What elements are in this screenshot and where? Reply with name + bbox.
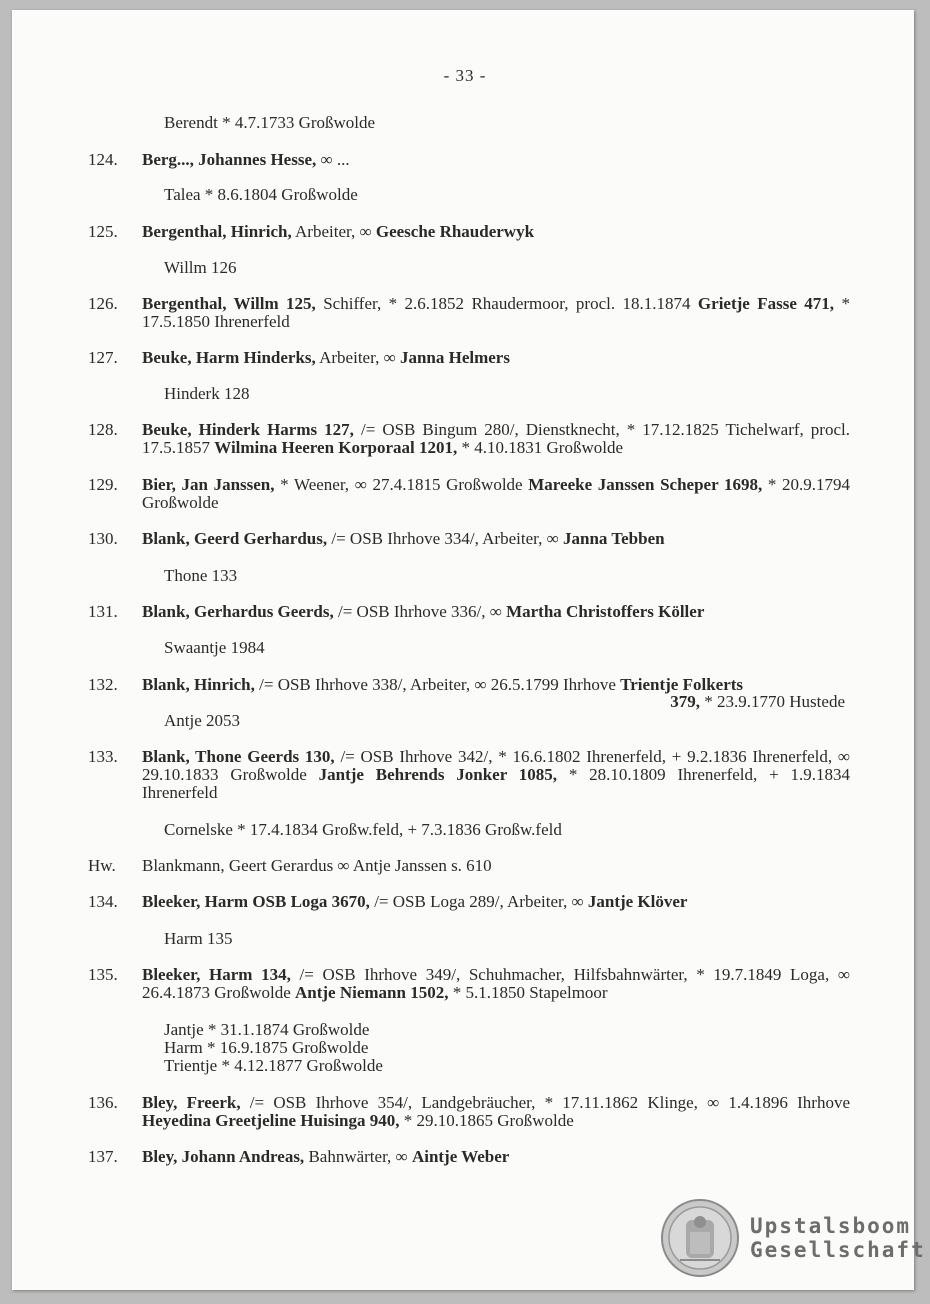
- person-name: Blank, Thone Geerds 130,: [142, 747, 335, 766]
- person-name: Beuke, Harm Hinderks,: [142, 348, 316, 367]
- entry-number: 125.: [88, 222, 118, 241]
- child-line: Harm * 16.9.1875 Großwolde: [164, 1038, 369, 1057]
- person-name: Bergenthal, Willm 125,: [142, 294, 316, 313]
- child-line: Hinderk 128: [164, 384, 250, 403]
- logo-line-2: Gesellschaft: [750, 1238, 926, 1262]
- entry-details: ∞ ...: [316, 150, 350, 169]
- entry-number: 133.: [88, 747, 118, 766]
- page-number: - 33 -: [443, 66, 487, 85]
- spouse-details: * 29.10.1865 Großwolde: [399, 1111, 574, 1130]
- entry-details: Arbeiter, ∞: [291, 222, 376, 241]
- entry-details: /= OSB Loga 289/, Arbeiter, ∞: [369, 892, 588, 911]
- continued-child: Berendt * 4.7.1733 Großwolde: [164, 113, 376, 132]
- entry-details: Blankmann, Geert Gerardus ∞ Antje Janssen s. 610: [142, 856, 492, 875]
- spouse-name: Janna Helmers: [399, 348, 510, 367]
- entry-number: 126.: [88, 294, 118, 313]
- spouse-number: 379,: [670, 692, 701, 711]
- child-line: Thone 133: [164, 566, 238, 585]
- entry-details: Schiffer, * 2.6.1852 Rhaudermoor, procl. 18.1.1874: [315, 294, 698, 313]
- entry-number: 127.: [88, 348, 118, 367]
- spouse-name: Trientje Folkerts: [620, 675, 744, 694]
- entry-details: /= OSB Ihrhove 354/, Landgebräucher, * 17.11.1862 Klinge, ∞ 1.4.1896 Ihrhove: [240, 1093, 850, 1112]
- spouse-name: Heyedina Greetjeline Huisinga 940,: [142, 1111, 400, 1130]
- person-name: Berg..., Johannes Hesse,: [142, 150, 317, 169]
- person-name: Bier, Jan Janssen,: [142, 475, 275, 494]
- entry-number: Hw.: [88, 856, 116, 875]
- entry-details: /= OSB Ihrhove 338/, Arbeiter, ∞ 26.5.1799 Ihrhove: [254, 675, 621, 694]
- spouse-name: Janna Tebben: [562, 529, 665, 548]
- person-name: Bergenthal, Hinrich,: [142, 222, 292, 241]
- person-name: Bley, Freerk,: [142, 1093, 241, 1112]
- entry-details: Bahnwärter, ∞: [304, 1147, 412, 1166]
- spouse-details: * 17.5.1850 Ihrenerfeld: [142, 294, 850, 331]
- entry-number: 131.: [88, 602, 118, 621]
- spouse-name: Mareeke Janssen Scheper 1698,: [528, 475, 763, 494]
- entry-number: 132.: [88, 675, 118, 694]
- entry-number: 128.: [88, 420, 118, 439]
- child-line: Harm 135: [164, 929, 233, 948]
- person-name: Bley, Johann Andreas,: [142, 1147, 305, 1166]
- spouse-details: * 5.1.1850 Stapelmoor: [448, 983, 608, 1002]
- entry-details: * Weener, ∞ 27.4.1815 Großwolde: [274, 475, 529, 494]
- person-name: Bleeker, Harm OSB Loga 3670,: [142, 892, 370, 911]
- entry-details: /= OSB Ihrhove 334/, Arbeiter, ∞: [327, 529, 563, 548]
- spouse-name: Wilmina Heeren Korporaal 1201,: [214, 438, 458, 457]
- entry-number: 129.: [88, 475, 118, 494]
- spouse-name: Martha Christoffers Köller: [506, 602, 705, 621]
- spouse-name: Jantje Klöver: [587, 892, 688, 911]
- child-line: Jantje * 31.1.1874 Großwolde: [164, 1020, 370, 1039]
- spouse-details: * 28.10.1809 Ihrenerfeld, + 1.9.1834 Ihrenerfeld: [142, 765, 850, 802]
- logo-line-1: Upstalsboom: [750, 1214, 912, 1238]
- entry-number: 130.: [88, 529, 118, 548]
- spouse-name: Aintje Weber: [411, 1147, 510, 1166]
- spouse-name: Grietje Fasse 471,: [697, 294, 835, 313]
- entry-number: 124.: [88, 150, 118, 169]
- entry-details: /= OSB Ihrhove 349/, Schuhmacher, Hilfsbahnwärter, * 19.7.1849 Loga, ∞ 26.4.1873 Großwolde: [142, 965, 850, 1002]
- spouse-details: * 20.9.1794 Großwolde: [142, 475, 851, 512]
- entry-details: /= OSB Ihrhove 342/, * 16.6.1802 Ihrenerfeld, + 9.2.1836 Ihrenerfeld, ∞ 29.10.1833 Großwolde: [142, 747, 851, 784]
- spouse-name: Geesche Rhauderwyk: [375, 222, 535, 241]
- entry-details: Arbeiter, ∞: [315, 348, 400, 367]
- child-line: Antje 2053: [164, 711, 241, 730]
- entry-number: 136.: [88, 1093, 118, 1112]
- person-name: Bleeker, Harm 134,: [142, 965, 291, 984]
- child-line: Trientje * 4.12.1877 Großwolde: [164, 1056, 383, 1075]
- entry-details: /= OSB Ihrhove 336/, ∞: [333, 602, 507, 621]
- person-name: Blank, Gerhardus Geerds,: [142, 602, 334, 621]
- child-line: Willm 126: [164, 258, 237, 277]
- person-name: Blank, Geerd Gerhardus,: [142, 529, 328, 548]
- spouse-details: * 4.10.1831 Großwolde: [457, 438, 624, 457]
- spouse-details: * 23.9.1770 Hustede: [700, 692, 845, 711]
- child-line: Cornelske * 17.4.1834 Großw.feld, + 7.3.1836 Großw.feld: [164, 820, 562, 839]
- person-name: Beuke, Hinderk Harms 127,: [142, 420, 354, 439]
- spouse-name: Jantje Behrends Jonker 1085,: [318, 765, 558, 784]
- entry-number: 137.: [88, 1147, 118, 1166]
- person-name: Blank, Hinrich,: [142, 675, 255, 694]
- upstalsboom-logo: [660, 1198, 926, 1278]
- seal-icon: [660, 1198, 740, 1278]
- child-line: Swaantje 1984: [164, 638, 265, 657]
- spouse-name: Antje Niemann 1502,: [294, 983, 449, 1002]
- child-line: Talea * 8.6.1804 Großwolde: [164, 185, 358, 204]
- entry-number: 135.: [88, 965, 118, 984]
- entry-number: 134.: [88, 892, 118, 911]
- entry-details: /= OSB Bingum 280/, Dienstknecht, * 17.12.1825 Tichelwarf, procl. 17.5.1857: [142, 420, 850, 457]
